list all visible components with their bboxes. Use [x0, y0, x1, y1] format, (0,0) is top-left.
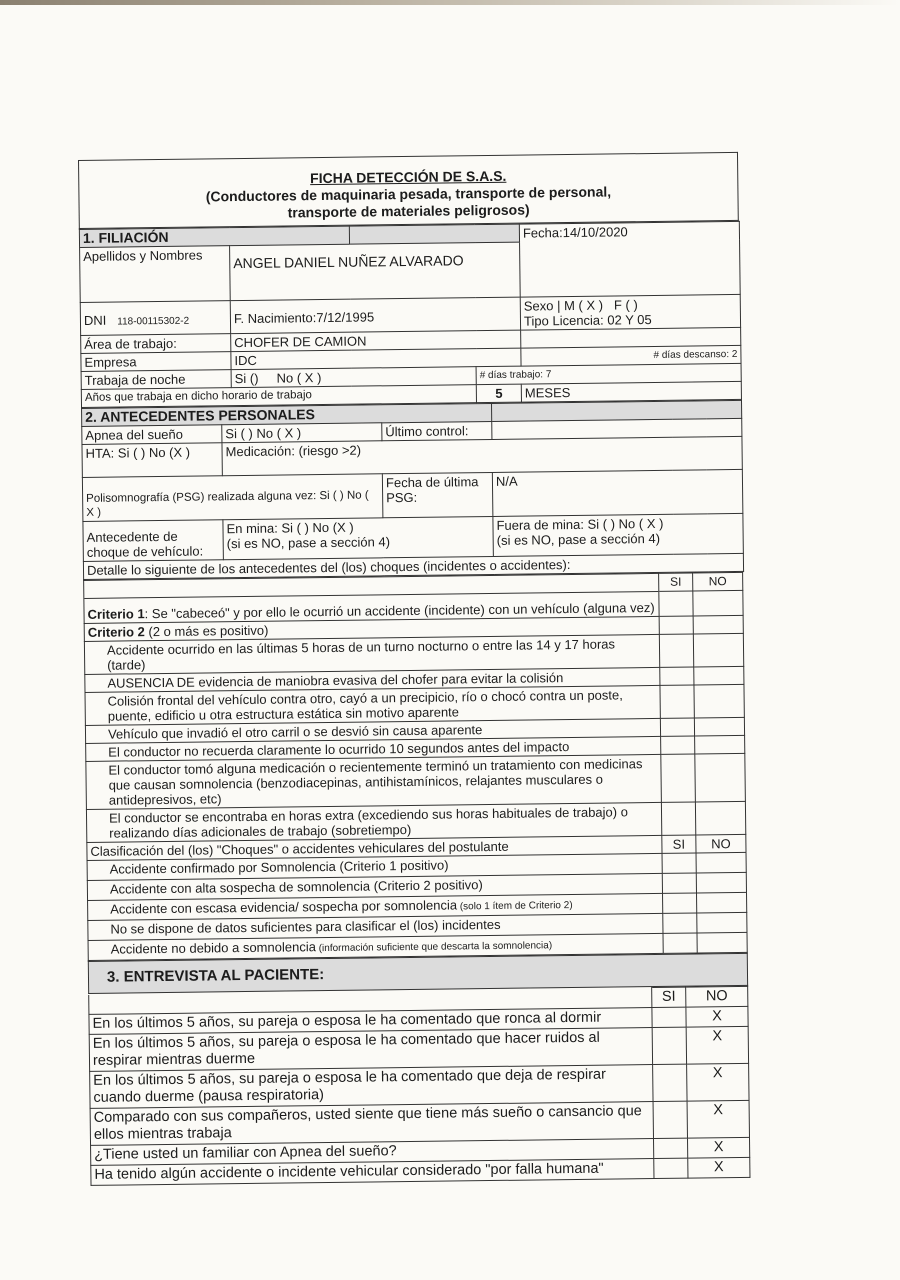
anios-unit: MESES [521, 381, 741, 402]
criterio-2-item-no [695, 801, 745, 835]
form-title-main: FICHA DETECCIÓN DE S.A.S. [310, 167, 507, 187]
dni-cell [80, 301, 230, 336]
choque-label: Antecedente de choque de vehículo: [83, 520, 223, 562]
clasificacion-item-note: (información suficiente que descarta la somnolencia) [315, 940, 553, 955]
criterio-2-item: Vehículo que invadió el otro carril o se desvió sin causa aparente [85, 718, 660, 743]
criterio-2-item-si [661, 736, 695, 754]
clasificacion-item-no [697, 892, 747, 913]
fecha-cell: Fecha:14/10/2020 [519, 221, 740, 297]
area-label: Área de trabajo: [81, 334, 231, 354]
area-value: CHOFER DE CAMION [231, 330, 521, 352]
noche-label: Trabaja de noche [81, 370, 231, 390]
entrevista-answer-si [654, 1158, 688, 1178]
fecha-psg-value: N/A [492, 469, 743, 516]
criterio-2-item-si [660, 718, 694, 736]
clasificacion-si-header: SI [662, 835, 696, 853]
criterio-2-si [659, 616, 693, 634]
apellidos-label: Apellidos y Nombres [80, 246, 231, 303]
entrevista-question: En los últimos 5 años, su pareja o esposa le ha comentado que deja de respirar cuando duerme (pausa respiratoria) [90, 1065, 653, 1109]
clasificacion-item-note: (solo 1 ítem de Criterio 2) [456, 900, 573, 913]
criterio-2-item: El conductor se encontraba en horas extra (excediendo sus horas habituales de trabajo) o realizando días adicionales de trabajo (sobretiempo) [86, 802, 661, 842]
entrevista-answer-no: X [686, 1026, 748, 1064]
clasificacion-no-header: NO [696, 834, 746, 853]
entrevista-answer-si [652, 1027, 686, 1064]
clasificacion-item-text: Accidente confirmado por Somnolencia (Criterio 1 positivo) [109, 857, 449, 877]
form-title [79, 152, 739, 228]
sexo-label: Sexo [523, 298, 554, 314]
anios-value: 5 [476, 384, 521, 403]
entrevista-question: ¿Tiene usted un familiar con Apnea del sueño? [91, 1139, 654, 1166]
dni-label: DNI [83, 312, 107, 328]
dias-trabajo: # días trabajo: 7 [476, 363, 741, 384]
dias-descanso: # días descanso: 2 [521, 345, 741, 366]
detalle: Detalle lo siguiente de los antecedentes del (los) choques (incidentes o accidentes): [83, 553, 743, 579]
criterio-2-item-no [694, 717, 744, 736]
clasificacion-item-si [662, 853, 696, 873]
clasificacion-item-no [696, 852, 746, 873]
clasificacion-item-text: Accidente no debido a somnolencia [110, 939, 316, 957]
section-2-heading: 2. ANTECEDENTES PERSONALES [82, 403, 492, 426]
tipo-licencia: Tipo Licencia: 02 Y 05 [523, 312, 652, 329]
dni-value: 118-00115302-2 [117, 315, 190, 328]
section-antecedentes [81, 400, 744, 580]
entrevista-answer-no: X [687, 1100, 749, 1138]
section-3-heading: 3. ENTREVISTA AL PACIENTE: [88, 953, 747, 993]
entrevista-question: En los últimos 5 años, su pareja o esposa le ha comentado que ronca al dormir [89, 1008, 652, 1035]
criterio-2-item: El conductor no recuerda claramente lo ocurrido 10 segundos antes del impacto [86, 736, 661, 761]
criterio-2-item: Colisión frontal del vehículo contra otro, cayó a un precipicio, río o chocó contra un poste, puente, edificio u otra estructura estática sin motivo aparente [85, 685, 660, 725]
entrevista-answer-no: X [687, 1063, 749, 1101]
criterio-1-no [693, 590, 743, 616]
psg-label: Polisomnografía (PSG) realizada alguna vez: Si ( ) No ( X ) [82, 474, 383, 522]
clasificacion-item-no [696, 872, 746, 893]
entrevista-si-header: SI [652, 987, 686, 1007]
criterios-si-header: SI [659, 573, 693, 591]
en-mina-note: (si es NO, pase a sección 4) [226, 534, 391, 552]
criterio-2-item-no [694, 666, 744, 685]
criterio-2-item: El conductor tomó alguna medicación o recientemente terminó un tratamiento con medicinas que causan somnolencia (benzodiacepinas, antihistamínicos, relajantes musculares o antidepresivos, etc) [86, 754, 662, 809]
anios-label: Años que trabaja en dicho horario de trabajo [81, 385, 476, 408]
fuera-mina-note: (si es NO, pase a sección 4) [496, 530, 661, 548]
entrevista-answer-si [653, 1064, 687, 1101]
fecha-psg-label: Fecha de última PSG: [382, 472, 493, 517]
sexo-f: F ( ) [613, 297, 638, 313]
criterio-1-text: : Se "cabeceó" y por ello le ocurrió un accidente (incidente) con un vehículo (alguna vez) [144, 599, 655, 622]
entrevista-answer-si [653, 1101, 687, 1138]
empresa-label: Empresa [81, 352, 231, 372]
criterio-2-item-no [694, 684, 744, 718]
form-subtitle-1: (Conductores de maquinaria pesada, transporte de personal, [205, 183, 612, 205]
criterio-2-item-no [695, 753, 746, 802]
criterio-2-item: Accidente ocurrido en las últimas 5 horas de un turno nocturno o entre las 14 y 17 horas (tarde) [84, 634, 659, 674]
ultimo-control: Último control: [382, 421, 492, 440]
nombre-value: ANGEL DANIEL NUÑEZ ALVARADO [230, 242, 521, 301]
fuera-mina-cell [493, 513, 743, 556]
clasificacion-label: Clasificación del (los) "Choques" o accidentes vehiculares del postulante [87, 835, 662, 860]
criterio-2-item-no [695, 735, 745, 754]
apnea-label: Apnea del sueño [82, 425, 222, 445]
noche-no: No ( X ) [276, 370, 322, 386]
criterio-2-item-si [660, 685, 694, 718]
form-sheet [78, 152, 750, 1186]
entrevista-answer-no: X [686, 1006, 748, 1027]
entrevista-answer-si [652, 1007, 686, 1027]
section-1-heading-fill [349, 224, 519, 244]
criterios-table [83, 572, 748, 961]
section-filiacion [79, 221, 742, 408]
criterio-2-item-si [659, 634, 693, 667]
criterio-1-si [659, 591, 693, 616]
criterio-2-item-si [660, 667, 694, 685]
noche-si: Si () [234, 370, 259, 387]
clasificacion-item-si [662, 873, 696, 893]
clasificacion-item-no [697, 912, 747, 933]
clasificacion-item-si [663, 893, 697, 913]
criterio-2-item-si [661, 754, 696, 802]
section-1-heading: 1. FILIACIÓN [79, 226, 349, 247]
clasificacion-item-text: Accidente con escasa evidencia/ sospecha por somnolencia [110, 897, 458, 917]
sexo-m: M ( X ) [563, 297, 604, 314]
criterio-2-item-si [661, 802, 695, 835]
criterio-2-text: (2 o más es positivo) [144, 622, 269, 640]
criterio-2-item-no [693, 633, 743, 667]
form-title-table [78, 152, 739, 229]
clasificacion-item-no [697, 932, 747, 953]
entrevista-no-header: NO [686, 986, 748, 1007]
entrevista-answer-no: X [688, 1157, 750, 1178]
criterio-2-item: AUSENCIA DE evidencia de maniobra evasiva del chofer para evitar la colisión [85, 667, 660, 692]
criterios-no-header: NO [693, 572, 743, 591]
criterio-1-label: Criterio 1 [87, 606, 145, 622]
entrevista-answer-si [653, 1138, 687, 1158]
clasificacion-item-text: No se dispone de datos suficientes para clasificar el (los) incidentes [110, 916, 501, 937]
sexo-cell: Sexo | M ( X ) F ( ) Tipo Licencia: 02 Y 05 [520, 294, 740, 330]
medicacion: Medicación: (riesgo >2) [222, 436, 742, 475]
empresa-value: IDC [231, 348, 521, 370]
apnea-value: Si ( ) No ( X ) [222, 423, 382, 443]
criterio-2-no [693, 615, 743, 634]
hta: HTA: Si ( ) No (X ) [82, 443, 222, 478]
clasificacion-item-si [663, 913, 697, 933]
clasificacion-item-si [663, 933, 697, 953]
criterio-2-label: Criterio 2 [87, 624, 145, 640]
en-mina-cell [223, 516, 493, 559]
entrevista-question: Ha tenido algún accidente o incidente vehicular considerado "por falla humana" [91, 1159, 654, 1186]
entrevista-question: Comparado con sus compañeros, usted siente que tiene más sueño o cansancio que ellos mientras trabaja [90, 1102, 653, 1146]
clasificacion-item-text: Accidente con alta sospecha de somnolencia (Criterio 2 positivo) [109, 877, 483, 897]
f-nacimiento: F. Nacimiento:7/12/1995 [230, 297, 520, 334]
fuera-mina: Fuera de mina: Si ( ) No ( X ) [496, 515, 664, 533]
en-mina: En mina: Si ( ) No (X ) [226, 519, 354, 537]
scan-top-edge [0, 0, 900, 5]
section-entrevista [88, 986, 750, 1186]
form-subtitle-2: transporte de materiales peligrosos) [287, 201, 530, 221]
entrevista-question: En los últimos 5 años, su pareja o esposa le ha comentado que hacer ruidos al respirar mientras duerme [89, 1028, 652, 1072]
entrevista-answer-no: X [687, 1137, 749, 1158]
